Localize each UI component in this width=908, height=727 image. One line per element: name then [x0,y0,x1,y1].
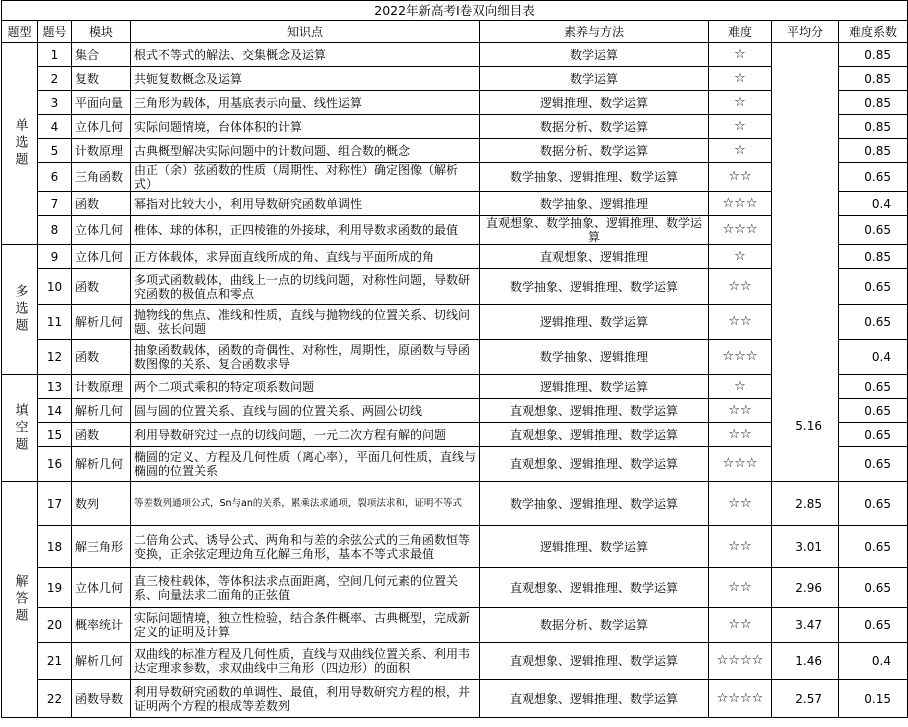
method-cell: 直观想象、逻辑推理、数学运算 [480,680,709,718]
question-number-cell: 20 [38,608,72,643]
knowledge-cell: 二倍角公式、诱导公式、两角和与差的余弦公式的三角函数恒等变换，正余弦定理边角互化解三角形，基本不等式求最值 [131,526,480,568]
question-number-cell: 14 [38,399,72,423]
knowledge-cell: 利用导数研究函数的单调性、最值，利用导数研究方程的根，并证明两个方程的根成等差数列 [131,680,480,718]
header-cell: 平均分 [772,21,839,43]
module-cell: 立体几何 [72,216,131,245]
knowledge-cell: 利用导数研究过一点的切线问题，一元二次方程有解的问题 [131,423,480,447]
difficulty-coefficient-cell: 0.65 [839,568,908,608]
knowledge-cell: 抛物线的焦点、准线和性质，直线与抛物线的位置关系、切线问题、弦长问题 [131,305,480,340]
difficulty-coefficient-cell: 0.65 [839,216,908,245]
table-row [2,643,908,680]
difficulty-stars-cell: ☆☆ [709,526,772,568]
difficulty-stars-cell: ☆☆ [709,399,772,423]
header-cell: 题号 [38,21,72,43]
module-cell: 函数 [72,192,131,216]
difficulty-coefficient-cell: 0.85 [839,91,908,115]
difficulty-stars-cell: ☆☆☆☆ [709,680,772,718]
knowledge-cell: 实际问题情境，独立性检验，结合条件概率、古典概型，完成新定义的证明及计算 [131,608,480,643]
table-row [2,568,908,608]
module-cell: 函数 [72,269,131,305]
knowledge-cell: 椎体、球的体积，正四棱锥的外接球，利用导数求函数的最值 [131,216,480,245]
difficulty-stars-cell: ☆ [709,139,772,163]
difficulty-stars-cell: ☆☆ [709,568,772,608]
module-cell: 函数导数 [72,680,131,718]
question-type-cell: 解答题 [2,482,38,718]
question-type-cell: 填空题 [2,375,38,482]
module-cell: 概率统计 [72,608,131,643]
header-cell: 知识点 [131,21,480,43]
method-cell: 直观想象、逻辑推理、数学运算 [480,423,709,447]
method-cell: 逻辑推理、数学运算 [480,375,709,399]
header-row [2,21,908,43]
difficulty-stars-cell: ☆☆ [709,423,772,447]
difficulty-coefficient-cell: 0.85 [839,115,908,139]
method-cell: 直观想象、数学抽象、逻辑推理、数学运算 [480,216,709,245]
method-cell: 数学抽象、逻辑推理 [480,192,709,216]
difficulty-coefficient-cell: 0.65 [839,163,908,192]
average-score-cell: 2.85 [772,482,839,526]
question-number-cell: 16 [38,447,72,482]
difficulty-coefficient-cell: 0.65 [839,526,908,568]
difficulty-coefficient-cell: 0.65 [839,447,908,482]
difficulty-coefficient-cell: 0.4 [839,643,908,680]
module-cell: 解三角形 [72,526,131,568]
question-type-cell: 单选题 [2,43,38,245]
method-cell: 直观想象、逻辑推理 [480,245,709,269]
difficulty-stars-cell: ☆ [709,115,772,139]
difficulty-coefficient-cell: 0.65 [839,423,908,447]
module-cell: 函数 [72,423,131,447]
method-cell: 直观想象、逻辑推理、数学运算 [480,447,709,482]
difficulty-stars-cell: ☆ [709,91,772,115]
knowledge-cell: 根式不等式的解法、交集概念及运算 [131,43,480,67]
difficulty-coefficient-cell: 0.65 [839,399,908,423]
average-score-cell: 3.47 [772,608,839,643]
knowledge-cell: 由正（余）弦函数的性质（周期性、对称性）确定图像（解析式） [131,163,480,192]
method-cell: 数学运算 [480,43,709,67]
difficulty-coefficient-cell: 0.15 [839,680,908,718]
table-row [2,43,908,67]
average-score-cell: 5.16 [772,43,839,482]
difficulty-stars-cell: ☆ [709,67,772,91]
knowledge-cell: 圆与圆的位置关系、直线与圆的位置关系、两圆公切线 [131,399,480,423]
method-cell: 数学抽象、逻辑推理 [480,340,709,375]
method-cell: 数据分析、数学运算 [480,115,709,139]
module-cell: 计数原理 [72,375,131,399]
method-cell: 直观想象、逻辑推理、数学运算 [480,568,709,608]
question-number-cell: 10 [38,269,72,305]
knowledge-cell: 椭圆的定义、方程及几何性质（离心率），平面几何性质，直线与椭圆的位置关系 [131,447,480,482]
module-cell: 立体几何 [72,115,131,139]
spec-table [1,0,908,718]
question-number-cell: 5 [38,139,72,163]
knowledge-cell: 多项式函数载体，曲线上一点的切线问题，对称性问题，导数研究函数的极值点和零点 [131,269,480,305]
question-number-cell: 1 [38,43,72,67]
knowledge-cell: 古典概型解决实际问题中的计数问题、组合数的概念 [131,139,480,163]
question-number-cell: 18 [38,526,72,568]
module-cell: 平面向量 [72,91,131,115]
header-cell: 难度 [709,21,772,43]
average-score-cell: 1.46 [772,643,839,680]
difficulty-coefficient-cell: 0.85 [839,67,908,91]
header-cell: 素养与方法 [480,21,709,43]
difficulty-stars-cell: ☆☆ [709,163,772,192]
method-cell: 直观想象、逻辑推理、数学运算 [480,399,709,423]
difficulty-stars-cell: ☆☆☆ [709,340,772,375]
question-number-cell: 11 [38,305,72,340]
module-cell: 解析几何 [72,643,131,680]
module-cell: 解析几何 [72,399,131,423]
knowledge-cell: 三角形为载体，用基底表示向量、线性运算 [131,91,480,115]
module-cell: 复数 [72,67,131,91]
difficulty-coefficient-cell: 0.65 [839,482,908,526]
question-type-cell: 多选题 [2,245,38,375]
question-number-cell: 7 [38,192,72,216]
knowledge-cell: 共轭复数概念及运算 [131,67,480,91]
module-cell: 集合 [72,43,131,67]
knowledge-cell: 实际问题情境，台体体积的计算 [131,115,480,139]
question-number-cell: 22 [38,680,72,718]
method-cell: 数学抽象、逻辑推理、数学运算 [480,482,709,526]
method-cell: 逻辑推理、数学运算 [480,91,709,115]
difficulty-coefficient-cell: 0.65 [839,375,908,399]
method-cell: 数学抽象、逻辑推理、数学运算 [480,163,709,192]
table-row [2,680,908,718]
difficulty-coefficient-cell: 0.65 [839,305,908,340]
method-cell: 数学抽象、逻辑推理、数学运算 [480,269,709,305]
knowledge-cell: 两个二项式乘积的特定项系数问题 [131,375,480,399]
method-cell: 逻辑推理、数学运算 [480,526,709,568]
difficulty-stars-cell: ☆☆ [709,305,772,340]
difficulty-coefficient-cell: 0.4 [839,340,908,375]
question-number-cell: 12 [38,340,72,375]
question-number-cell: 9 [38,245,72,269]
question-number-cell: 21 [38,643,72,680]
average-score-cell: 3.01 [772,526,839,568]
knowledge-cell: 直三棱柱载体，等体积法求点面距离，空间几何元素的位置关系、向量法求二面角的正弦值 [131,568,480,608]
knowledge-cell: 双曲线的标准方程及几何性质，直线与双曲线位置关系、利用韦达定理求参数，求双曲线中三角形（四边形）的面积 [131,643,480,680]
method-cell: 逻辑推理、数学运算 [480,305,709,340]
difficulty-coefficient-cell: 0.65 [839,269,908,305]
question-number-cell: 15 [38,423,72,447]
header-cell: 难度系数 [839,21,908,43]
method-cell: 直观想象、逻辑推理、数学运算 [480,643,709,680]
module-cell: 函数 [72,340,131,375]
difficulty-coefficient-cell: 0.85 [839,43,908,67]
question-number-cell: 6 [38,163,72,192]
question-number-cell: 13 [38,375,72,399]
difficulty-stars-cell: ☆☆ [709,608,772,643]
method-cell: 数学运算 [480,67,709,91]
difficulty-stars-cell: ☆☆ [709,269,772,305]
module-cell: 立体几何 [72,568,131,608]
knowledge-cell: 抽象函数载体，函数的奇偶性、对称性，周期性，原函数与导函数图像的关系、复合函数求导 [131,340,480,375]
difficulty-stars-cell: ☆ [709,375,772,399]
difficulty-stars-cell: ☆☆☆ [709,192,772,216]
question-number-cell: 2 [38,67,72,91]
question-number-cell: 8 [38,216,72,245]
question-number-cell: 17 [38,482,72,526]
question-number-cell: 19 [38,568,72,608]
knowledge-cell: 幂指对比较大小，利用导数研究函数单调性 [131,192,480,216]
table-row [2,482,908,526]
table-title: 2022年新高考Ⅰ卷双向细目表 [2,1,908,21]
method-cell: 数据分析、数学运算 [480,608,709,643]
difficulty-coefficient-cell: 0.65 [839,608,908,643]
module-cell: 计数原理 [72,139,131,163]
knowledge-cell: 正方体载体，求异面直线所成的角、直线与平面所成的角 [131,245,480,269]
difficulty-coefficient-cell: 0.4 [839,192,908,216]
module-cell: 立体几何 [72,245,131,269]
difficulty-coefficient-cell: 0.85 [839,139,908,163]
table-row [2,526,908,568]
module-cell: 三角函数 [72,163,131,192]
module-cell: 解析几何 [72,447,131,482]
difficulty-stars-cell: ☆ [709,245,772,269]
table-row [2,608,908,643]
module-cell: 解析几何 [72,305,131,340]
average-score-cell: 2.57 [772,680,839,718]
question-number-cell: 3 [38,91,72,115]
difficulty-stars-cell: ☆ [709,43,772,67]
difficulty-stars-cell: ☆☆☆☆ [709,643,772,680]
module-cell: 数列 [72,482,131,526]
header-cell: 题型 [2,21,38,43]
difficulty-stars-cell: ☆☆☆ [709,447,772,482]
difficulty-coefficient-cell: 0.85 [839,245,908,269]
method-cell: 数据分析、数学运算 [480,139,709,163]
knowledge-cell: 等差数列通项公式，Sn与an的关系，累乘法求通项，裂项法求和，证明不等式 [131,482,480,526]
average-score-cell: 2.96 [772,568,839,608]
question-number-cell: 4 [38,115,72,139]
difficulty-stars-cell: ☆☆ [709,482,772,526]
difficulty-stars-cell: ☆☆☆ [709,216,772,245]
header-cell: 模块 [72,21,131,43]
